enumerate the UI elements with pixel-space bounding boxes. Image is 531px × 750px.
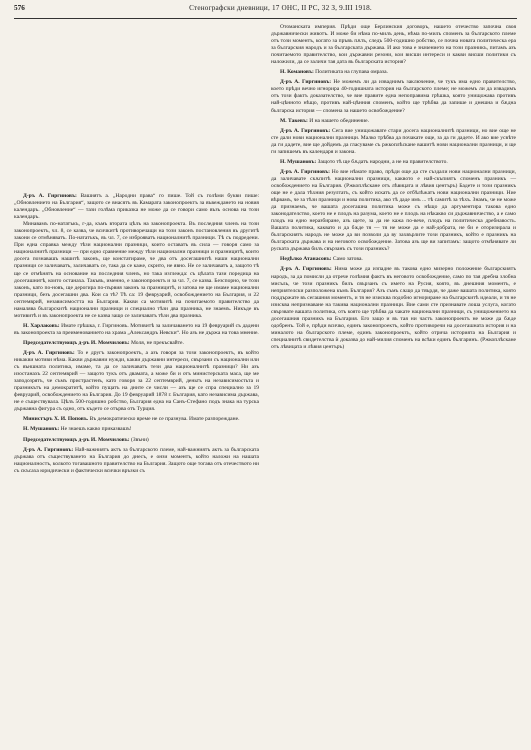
paragraph (271, 159, 516, 166)
paragraph (14, 350, 259, 413)
paragraph-text: Моля, не прекъсвайте. (129, 339, 184, 346)
paragraph-text: То е другъ законопроектъ, а азъ говоря за този законопроектъ, въ който никакви мотиви нѣма. Какви държавни нужди, какви държавни интереси, свързани съ национални или съ външната политика, имаме, та да се заличаватъ тези два националнитѣ празници? Ни азъ изостанахъ 22 септемврий — защото тукъ отъ двамата, а може би и отъ министерската маса, ще ме заподозрятъ, че съмъ пристрастенъ, като говоря за 22 септемврий, деньтъ на независимостьта и празникътъ на демократитѣ, който пущатъ на дните се числи — азъ ще се спра специално за 19 февруарий, освобождението на България. До 19 февруарий 1878 г. България, като независима държава, не е съществувала. Цѣлъ 500-годишно робство, България една на Санъ-Стефано подъ знака на турска държавна фигура съ одно, отъ където се отърва отъ Турция. (14, 349, 260, 413)
paragraph-text: Нима може да изпадне въ такова едно мизерно положение българскиятъ народъ, за да помисли да отрече голѣмия фактъ въ неговото освобождение, само по тая дребна злобна мисъль, че този празникъ билъ свързанъ съ името на Русия, която, въ днешния моментъ, е неприятелски разположена къмъ България? Азъ съмъ сѫщо да твърдя, че даже вашата политика, която поддържате въ сегашния моментъ, и тя не изисква подобно игнориране на българскитѣ идеали, и тя не изисква непризнаване на такива национални празници. Вие сами сте признавате лоша услуга, когато свързвате вашата политика, отъ която ще трѣбва да чакате национални празници, съ унищожението на досегашния празникъ на България. Его защо и въ тая ни частъ законопроектъ не може да бѫде одобренъ. Той е, прѣди всичко, единъ законопроектъ, който противоречи на досегашната история и на миналото на българското племе, единъ законопроектъ, който отрича историята на България и специалнитѣ свидетелства ѝ доказва до най-милия споменъ на всѣки единъ българинъ. (Ржкоплѣскане отъ лѣвицата и лѣвия центъръ) (271, 266, 516, 350)
speaker-name: Министъръ Х. И. Поповъ. (23, 416, 89, 423)
paragraph-text: Защото тѣ ще бѫдатъ народни, а не на правителството. (316, 158, 448, 165)
paragraph-text: Минавамъ по-нататъкъ, г-да, къмъ втората цѣлъ на законопроекта. Въ последния членъ на този законопроектъ, чл. 8, се казва, че всичкитѣ противоречащи на този законъ постановления въ другитѣ закони се отмѣняватъ. По-нататъкъ, въ чл. 7, се изброяватъ националнитѣ празници. Тѣ съ подредени. При една справка между тѣзи национални празници, които оставатъ въ сила — говоря само за националнитѣ празници — при едно сравнение между тѣзи национални празници и празницитѣ, които досега познавашъ нашитѣ законъ, ще констатираме, че два отъ досегашнитѣ наши национални празници се заличаватъ, заличаватъ се, така да се каже, скрито, не явно. Не се заличаватъ а, защото тѣ ще се отмѣнятъ на основание на последния членъ, но така изглежда: съ цѣлата тази поредица на досегашнитѣ, които останаха. Такъвъ, именно, е законопроектъ и за чл. 7, се казва. Безспорно, че този законъ, катo по-новъ, ще дерогира по-първия законъ за празницитѣ, и затова не ще имаме национални празници, безъ досегашни два. Кои са тѣ? Тѣ са: 19 февруарий, освобождението на България, и 22 септемврий, независимостта на България. Какви са мотивитѣ на почитаемото правителство да намалява българскитѣ национални празници и специално тѣзи два празника, не знаемъ. Никъде въ мотивитѣ и въ законопроекта не се казва защо се заличаватъ тѣзи два празника. (14, 221, 259, 319)
paragraph-text: Но вие нѣмате право, прѣди още да сте създали нови национални празници, да заличавате скѫпитѣ национални празници, каквото е най-скъпиятъ споменъ празникъ — освобождението на България. (Ржкоплѣскане отъ лѣвицата и лѣвия центъръ) Бадете и този празникъ още не е дала тѣхния резултатъ, съ който искатъ да се отбѣлѣжатъ нови национални празници. Ние вѣрвамъ, че за тѣзи празници и нова политика, ако тѣ даде имъ ... тѣ самитѣ за тѣхъ. Знамъ, че не може да признаемъ, че вашата досегашна политика може съ нѣщо да аргументира такова едно законодателство, което не е плодъ на разума, което не е плодъ на нѣкакво си държавничество, а е само плодъ на едно неразбиране, азъ щете, за да не кажа по-вече, плодъ на политическа дребнавость. Вашата политика, каквато и да бѫде тя — тя не може да е най-добрата, не би е оторизирала и българскиятъ народъ не може да ви позволи да ву захвърлите този празникъ, който е празникъ на българската държава и на неговото освобождение. Затова азъ ще ви запитамъ: защото отмѣнявате ли руската държава билъ свързанъ съ този празникъ? (271, 168, 516, 253)
two-column-body (14, 24, 517, 475)
paragraph-text: И на нашето обединение. (307, 117, 370, 124)
paragraph (14, 416, 259, 423)
paragraph (14, 221, 259, 320)
speaker-name: Недѣлко Атанасовъ: (280, 256, 332, 263)
speaker-name: Д-ръ А. Гиргиновъ: (280, 79, 332, 86)
paragraph (271, 256, 516, 263)
paragraph (271, 69, 516, 76)
page-header (14, 4, 517, 19)
speaker-name: Председателствующъ д-ръ И. Момчиловъ: (23, 339, 130, 346)
speaker-name: Н. Мушановъ: (23, 426, 60, 433)
paragraph (14, 447, 259, 475)
page-number: 576 (14, 4, 25, 12)
speaker-name: Н. Комановъ: (280, 69, 314, 76)
paragraph-text: Отоманската империя. Прѣди още Берлинския договоръ, нашето отечество започна своя държавнически животъ. И може би нѣма по-милъ день, нѣма по-милъ споменъ за българското племе отъ този моментъ, когато за пръвъ пѫть, следъ 500-годишно робство, се почна новата политическа ера за българския народъ и за българската държава. И ако това е значението на този празникъ, питамъ азъ почитаемото правителство, кои държавни резони, кои висши интереси и какви висши политики съ наложили, да се заличи тая дата въ българската история? (271, 24, 516, 66)
paragraph-text: Вашиятъ а. „Народни права“ го пише. Той съ голѣми букви пише: „Обновлението на България“, защото се внасятъ въ Камарата законопроектъ за въвеждането на новия календаръ. „Обновление“ — тази голѣма приказка не може да се говори само възъ основа на този календаръ. (14, 193, 259, 221)
paragraph (14, 437, 259, 444)
paragraph-text: Не можемъ ли да изваднимъ заключение, че тукъ има едно правителство, което прѣди вечно игнорира 40-годишната история на българското племе; не можемъ ли да извадимъ отъ този фактъ доказателство, че вие правите една непоправима грѣшка, която унищожава противъ най-цѣнното нѣщо, противъ най-цѣнния споменъ, който ще трѣбва да запише и днешна и бѫдна българска история — спомена за нашето освобождение? (271, 79, 517, 114)
paragraph-text: Не знаешъ какво приказвашъ! (59, 426, 132, 433)
paragraph (271, 79, 516, 114)
speaker-name: Д-ръ А. Гиргиновъ: (23, 193, 77, 199)
speaker-name: Председателствующъ д-ръ И. Момчиловъ: (23, 436, 130, 443)
speaker-name: Д-ръ А. Гиргиновъ: (280, 127, 331, 134)
paragraph (271, 118, 516, 125)
paragraph (271, 169, 516, 254)
right-column (271, 24, 516, 475)
paragraph-text: (Звъни) (129, 436, 149, 443)
paragraph (14, 340, 259, 347)
paragraph-text: Сега вие унищожавате стари досега националнитѣ празници, но вие още не сте дали нови национални празници. Малко трѣбва да почакате още, за да ги дадете. И ако вие усвѣте да ги дадете, вие ще дойдемъ да гласуваме съ ржкоплѣскане вашитѣ нови национални празници, и ще ги запишемъ въ календаря и закона. (271, 127, 516, 155)
speaker-name: М. Такевъ: (280, 117, 308, 124)
paragraph-text: Само затова. (331, 256, 363, 263)
speaker-name: Д-ръ А. Гиргиновъ: (23, 446, 74, 453)
paragraph-text: Най-важниятъ актъ за българското племе, най-важниятъ актъ за българската държава отъ съществуването на България до днесъ, е онзи моментъ, който наложи на нашата националностъ, колкото тогавашното правителство на България. Защото още тогава отъ отечеството ни съ скъсаха юридически и фактически всички връзки съ (14, 446, 260, 474)
left-column-top-space (14, 24, 259, 190)
running-title: Стенографски дневници, 17 ОНС, II РС, 32 З, 9.III 1918. (189, 4, 372, 12)
speaker-name: Н. Мушановъ: (280, 158, 317, 165)
speaker-name: Д-ръ А. Гиргиновъ: (280, 168, 330, 175)
paragraph (271, 128, 516, 156)
paragraph-text: Имате грѣшка, г. Гиргиновъ. Мотивитѣ за заличаването на 19 февруарий съ дадени въ законопроекта за преименованието на храма „Александръ Невски“. Но азъ не държа на това мнение. (14, 322, 259, 336)
speaker-name: Д-ръ А. Гиргиновъ: (280, 266, 332, 273)
paragraph (14, 323, 259, 337)
paragraph-text: Въ демократическо време не се празнува. Имате разпореждане. (88, 416, 240, 423)
speaker-name: Д-ръ А. Гиргиновъ: (23, 349, 75, 356)
speaker-name: Н. Харлаковъ: (23, 322, 60, 329)
paragraph-text: Политиката на глупава омраза. (313, 69, 388, 76)
paragraph (14, 426, 259, 433)
left-column (14, 24, 259, 475)
paragraph (14, 193, 259, 221)
paragraph (271, 24, 516, 66)
paragraph (271, 266, 516, 351)
